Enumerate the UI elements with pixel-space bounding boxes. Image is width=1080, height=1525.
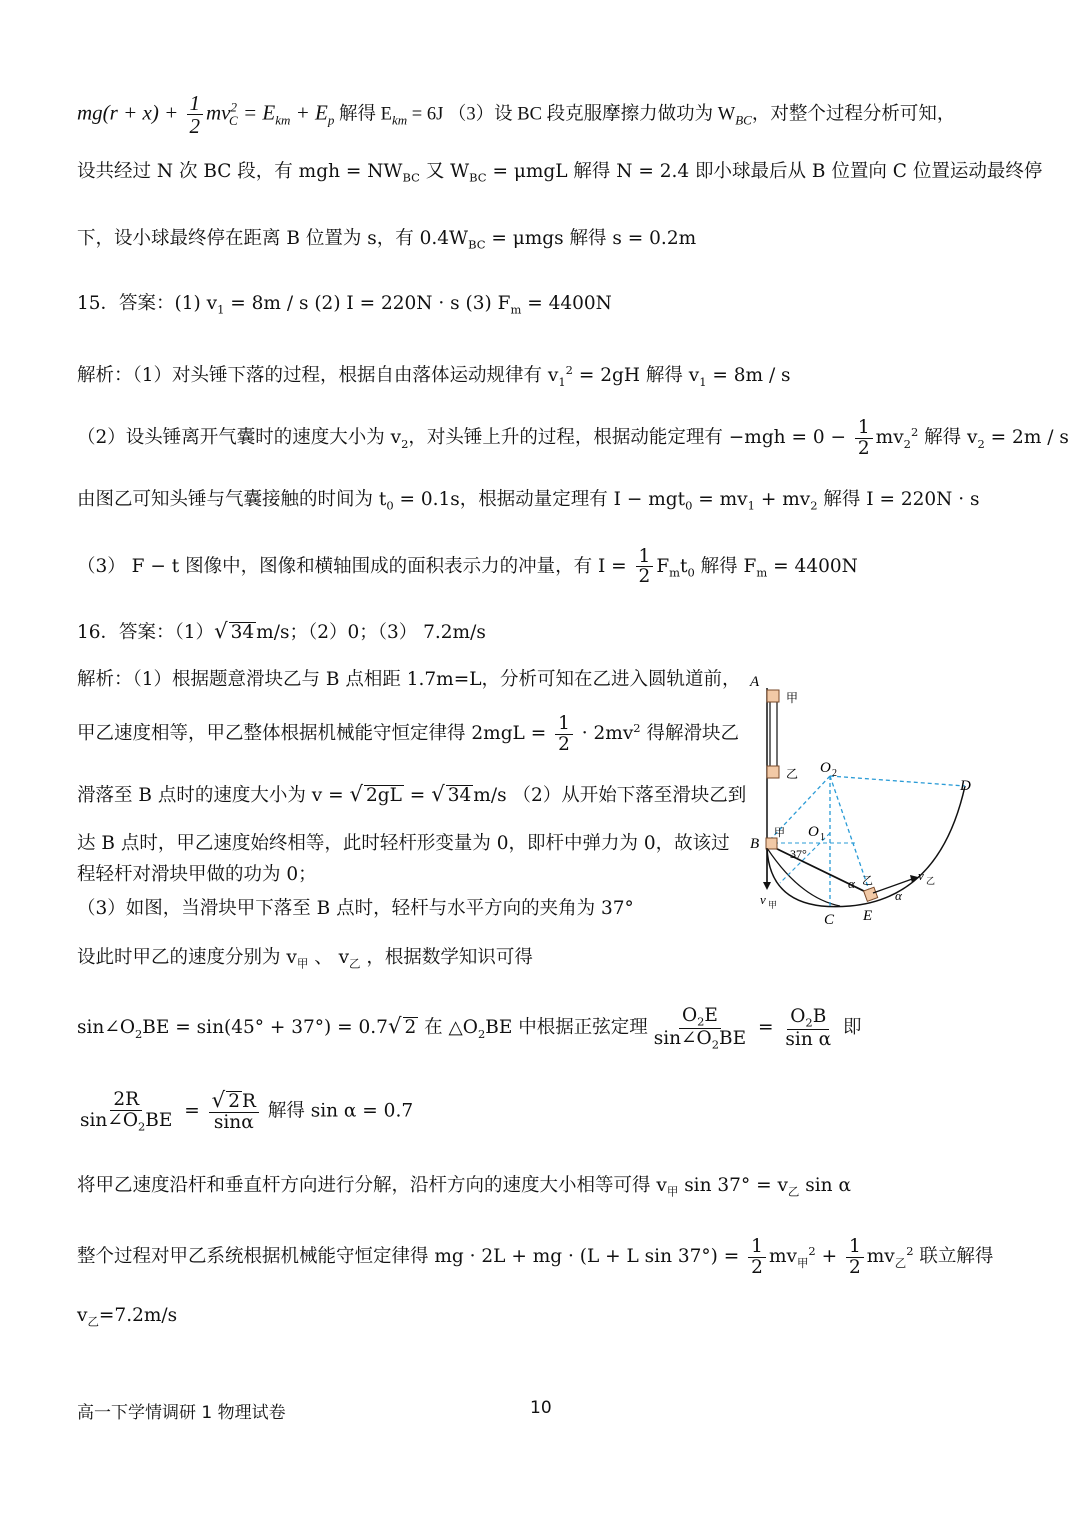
sub: km: [391, 112, 408, 128]
frac-den: 2: [857, 437, 870, 459]
label-v-jia: v: [760, 892, 766, 907]
text: = mv: [692, 489, 748, 510]
frac-num: 1: [748, 1237, 766, 1257]
sub: 乙: [349, 956, 361, 971]
text: E: [704, 1005, 718, 1026]
sup: 2: [230, 99, 238, 115]
text: O: [790, 1006, 806, 1028]
text: 由图乙可知头锤与气囊接触的时间为 t: [77, 489, 387, 510]
text: sin∠O: [77, 1017, 135, 1039]
fraction: [77, 1090, 175, 1132]
rod-b-e: [771, 846, 870, 894]
text: sin α: [799, 1175, 851, 1196]
text: B: [812, 1006, 827, 1028]
text: =7.2m/s: [98, 1305, 178, 1326]
dashed-o2-d: [830, 776, 965, 786]
text: +: [815, 1246, 843, 1268]
frac-num: 1: [636, 547, 654, 567]
line-17: [77, 1006, 862, 1050]
sub: 乙: [894, 1255, 907, 1270]
sub: 甲: [796, 1255, 809, 1270]
frac-den: 2: [751, 1256, 763, 1278]
sqrt-content: 2gL: [366, 785, 402, 806]
sub: 2: [135, 1026, 143, 1041]
text: 下，设小球最终停在距离 B 位置为 s，有 0.4W: [77, 228, 469, 249]
line-13: [77, 830, 730, 858]
sub: 2: [903, 436, 911, 451]
sup: 2: [808, 1244, 816, 1258]
text: 滑落至 B 点时的速度大小为 v =: [77, 785, 350, 806]
fraction: [782, 1007, 834, 1049]
line-15: [77, 895, 634, 923]
fraction: [855, 418, 873, 458]
text: · 2mv: [575, 723, 634, 745]
sup: 2: [565, 363, 573, 377]
sub: 0: [685, 498, 693, 513]
page-number: 10: [530, 1398, 552, 1418]
text: =: [752, 1017, 780, 1039]
label-a: A: [750, 674, 760, 690]
sqrt-content: 34: [447, 785, 472, 806]
text: = μmgs 解得 s = 0.2m: [485, 228, 697, 249]
text: 联立解得: [913, 1246, 994, 1268]
text: = 4400N: [521, 293, 612, 314]
radical-sign: √: [214, 619, 228, 644]
label-o1-sub: 1: [820, 832, 825, 843]
text: sin∠O: [80, 1109, 138, 1131]
text: sin 37° = v: [678, 1175, 788, 1196]
text: =: [178, 1100, 206, 1122]
text: 设共经过 N 次 BC 段，有 mgh = NW: [77, 161, 403, 182]
sub: 2: [401, 436, 409, 451]
label-jia-top: 甲: [786, 691, 799, 705]
block-jia-top: [767, 690, 779, 702]
text: （3） F − t 图像中，图像和横轴围成的面积表示力的冲量，有 I =: [77, 555, 633, 577]
block-jia-b: [766, 838, 777, 849]
label-v-jia-sub: 甲: [768, 901, 778, 911]
sub: 2: [977, 436, 985, 451]
text: 解得 I = 220N · s: [817, 489, 980, 510]
line-6: [77, 418, 1069, 458]
sub: 2: [805, 1015, 813, 1030]
sub: 甲: [666, 1184, 679, 1199]
label-yi-left: 乙: [786, 767, 799, 781]
sub: 2: [697, 1014, 705, 1029]
line-3: [77, 225, 696, 259]
sqrt-content: 2: [228, 1091, 241, 1112]
text: 又 W: [419, 161, 470, 182]
line-5: [77, 356, 791, 396]
line-21: [77, 1302, 177, 1336]
text: R: [242, 1091, 256, 1112]
sub: 1: [558, 374, 566, 389]
text: = 6J （3）设 BC 段克服摩擦力做功为 W: [407, 104, 736, 125]
text: 解得 E: [334, 104, 392, 125]
label-v-yi-sub: 乙: [926, 877, 936, 887]
label-e: E: [863, 908, 873, 924]
text: mv: [206, 100, 231, 125]
text: m/s （2）从开始下落至滑块乙到: [473, 785, 747, 806]
frac-num: 1: [855, 418, 873, 438]
label-jia-b: 甲: [774, 826, 785, 839]
line-14: [77, 861, 317, 889]
frac-den: sinα: [213, 1112, 254, 1134]
text: mv: [875, 427, 904, 449]
sub: 乙: [87, 1314, 99, 1329]
sup: 2: [633, 721, 641, 735]
text: 16．答案：（1）: [77, 622, 215, 643]
text: = 8m / s: [706, 365, 791, 387]
text: sin∠O: [653, 1027, 712, 1049]
sub: 0: [687, 565, 695, 580]
fraction: [748, 1237, 766, 1277]
sub: km: [275, 112, 291, 128]
text: 即: [837, 1017, 862, 1039]
sub: 1: [217, 302, 225, 317]
sub: 0: [386, 498, 394, 513]
label-yi-e: 乙: [862, 874, 873, 887]
label-b: B: [750, 836, 760, 852]
frac-num: 1: [555, 714, 573, 734]
text: 甲乙速度相等，甲乙整体根据机械能守恒定律得 2mgL =: [77, 723, 553, 745]
text: 解得 sin α = 0.7: [261, 1100, 414, 1122]
text: = 2m / s: [984, 427, 1069, 449]
footer-title: 高一下学情调研 1 物理试卷: [77, 1403, 286, 1423]
sub: 2: [477, 1026, 486, 1041]
text: = 8m / s (2) I = 220N · s (3) F: [224, 293, 511, 314]
text: BE 中根据正弦定理: [485, 1017, 648, 1039]
text: 将甲乙速度沿杆和垂直杆方向进行分解，沿杆方向的速度大小相等可得 v: [77, 1175, 667, 1196]
text: 整个过程对甲乙系统根据机械能守恒定律得 mg · 2L + mg · (L + L sin 37°) =: [77, 1246, 746, 1268]
sub: p: [327, 112, 335, 128]
line-12: [77, 781, 746, 810]
sub: BC: [469, 170, 487, 185]
frac-num: [787, 1007, 829, 1030]
frac-num: 1: [846, 1237, 864, 1257]
physics-diagram: [740, 668, 980, 928]
frac-den: [77, 1111, 175, 1133]
radical-sign: √: [387, 1014, 402, 1040]
text: BE: [145, 1109, 173, 1131]
sup: 2: [910, 425, 919, 439]
line-1: [77, 92, 955, 137]
text: mg(r + x) +: [77, 100, 184, 125]
sub: m: [756, 565, 768, 580]
sqrt-content: 2: [404, 1017, 417, 1039]
text: ，根据数学知识可得: [360, 947, 533, 968]
text: = 2gH 解得 v: [572, 365, 700, 387]
fraction: [846, 1237, 864, 1277]
text: 15．答案：(1) v: [77, 293, 218, 314]
fraction: [555, 714, 573, 754]
text: =: [403, 785, 432, 806]
label-o2-sub: 2: [832, 768, 837, 779]
line-7: [77, 486, 979, 520]
text: ，对整个过程分析可知，: [751, 104, 956, 125]
text: + mv: [754, 489, 811, 510]
label-d: D: [960, 778, 971, 794]
sub: 2: [810, 498, 818, 513]
frac-den: [651, 1029, 749, 1051]
text: （3）如图，当滑块甲下落至 B 点时，轻杆与水平方向的夹角为 37°: [77, 898, 634, 919]
text: 达 B 点时，甲乙速度始终相等，此时轻杆形变量为 0，即杆中弹力为 0，故该过: [77, 833, 730, 854]
sub: 2: [711, 1037, 720, 1052]
sub: 2: [138, 1119, 146, 1134]
line-4: [77, 290, 612, 324]
text: 解得 F: [694, 555, 757, 577]
line-9: [77, 618, 486, 647]
text: O: [681, 1005, 698, 1026]
line-19: [77, 1172, 851, 1206]
frac-den: 2: [848, 1256, 861, 1278]
sub: 乙: [787, 1184, 800, 1199]
text: v: [77, 1305, 88, 1326]
text: 在 △O: [418, 1017, 478, 1039]
label-o1: O: [808, 824, 819, 840]
frac-den: 2: [638, 566, 651, 588]
sub: 1: [747, 498, 755, 513]
sub: BC: [468, 237, 486, 252]
block-yi-top: [767, 766, 779, 778]
radical-sign: √: [349, 782, 364, 807]
frac-den: 2: [558, 733, 570, 755]
label-v-yi: v: [918, 868, 924, 883]
line-8: [77, 547, 858, 587]
text: t: [680, 555, 688, 577]
text: 、 v: [308, 947, 350, 968]
fraction: [209, 1090, 259, 1133]
text: 程轻杆对滑块甲做的功为 0；: [77, 864, 317, 885]
sub: BC: [735, 112, 752, 128]
sub: m: [510, 302, 522, 317]
text: 设此时甲乙的速度分别为 v: [77, 947, 297, 968]
text: = E: [237, 100, 276, 125]
fraction: [651, 1006, 749, 1050]
frac-den: 2: [189, 114, 200, 139]
line-2: [77, 158, 1042, 192]
text: = 4400N: [767, 555, 858, 577]
sqrt-content: 34: [230, 622, 255, 643]
text: BE = sin(45° + 37°) = 0.7: [142, 1017, 388, 1039]
text: BE: [719, 1027, 747, 1049]
text: = 0.1s，根据动量定理有 I − mgt: [393, 489, 686, 510]
text: + E: [290, 100, 328, 125]
text: m/s；（2）0；（3） 7.2m/s: [256, 622, 486, 643]
text: ，对头锤上升的过程，根据动能定理有 −mgh = 0 −: [408, 427, 852, 449]
text: 解得 v: [918, 427, 978, 449]
sub: C: [229, 112, 238, 128]
text: F: [656, 555, 670, 577]
text: 解析：（1）根据题意滑块乙与 B 点相距 1.7m=L，分析可知在乙进入圆轨道前，: [77, 669, 741, 690]
sub: BC: [402, 170, 420, 185]
sup: 2: [906, 1244, 914, 1258]
frac-den: sin α: [785, 1028, 832, 1050]
line-16: [77, 944, 533, 978]
radical-sign: √: [211, 1088, 226, 1113]
sub: m: [669, 565, 681, 580]
label-alpha-2: α: [895, 888, 902, 903]
line-11: [77, 714, 739, 754]
text: 得解滑块乙: [640, 723, 739, 745]
block-yi-e: [864, 887, 878, 901]
fraction: [187, 92, 204, 137]
label-alpha-1: α: [848, 876, 855, 891]
label-o2: O: [820, 760, 831, 776]
text: 解析：（1）对头锤下落的过程，根据自由落体运动规律有 v: [77, 365, 559, 387]
text: = μmgL 解得 N = 2.4 即小球最后从 B 位置向 C 位置运动最终停: [486, 161, 1043, 182]
fraction: [636, 547, 654, 587]
sub: 甲: [296, 956, 309, 971]
sub: 1: [699, 374, 707, 389]
text: mv: [768, 1246, 797, 1268]
line-20: [77, 1237, 993, 1277]
line-18: [77, 1090, 413, 1133]
frac-num: [679, 1006, 721, 1029]
label-c: C: [824, 912, 835, 928]
line-10: [77, 666, 741, 694]
radical-sign: √: [431, 782, 445, 807]
frac-num: 1: [187, 92, 204, 115]
frac-num: 2R: [110, 1090, 142, 1110]
text: （2）设头锤离开气囊时的速度大小为 v: [77, 427, 402, 449]
v-jia-arrowhead: [763, 882, 771, 890]
text: mv: [866, 1246, 895, 1268]
label-angle: 37°: [790, 847, 807, 861]
frac-num: [209, 1090, 259, 1113]
